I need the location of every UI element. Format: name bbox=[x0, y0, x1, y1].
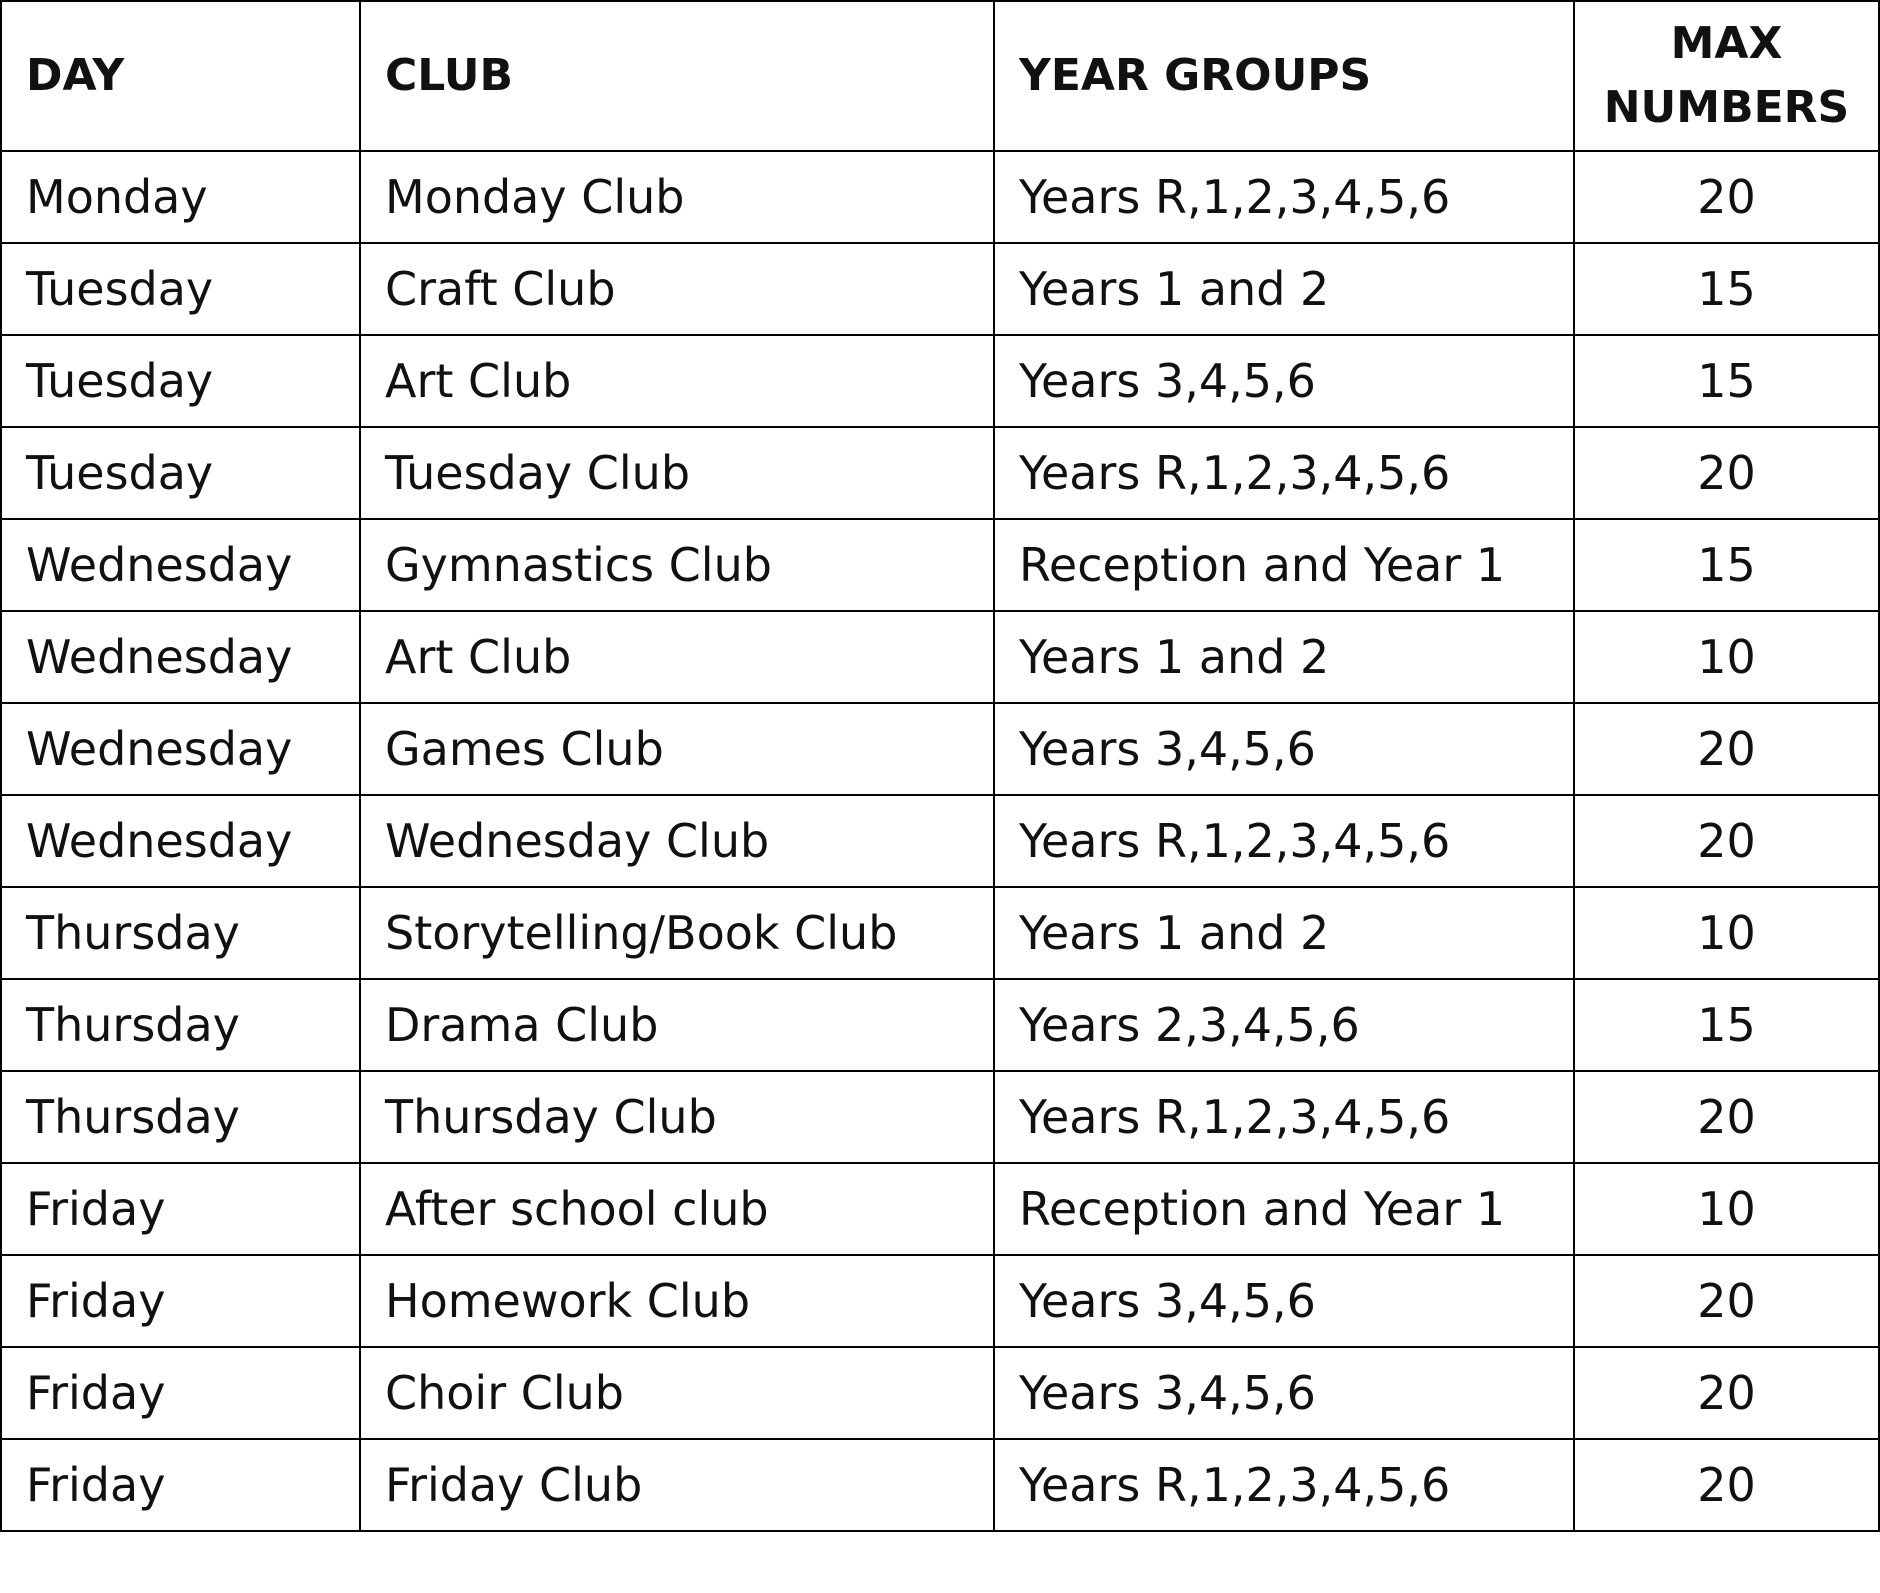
cell-year-groups: Years R,1,2,3,4,5,6 bbox=[994, 795, 1574, 887]
cell-max-numbers: 20 bbox=[1574, 1439, 1879, 1531]
cell-club: Friday Club bbox=[360, 1439, 994, 1531]
cell-day: Tuesday bbox=[1, 243, 360, 335]
cell-year-groups: Reception and Year 1 bbox=[994, 1163, 1574, 1255]
cell-year-groups: Years 1 and 2 bbox=[994, 887, 1574, 979]
cell-max-numbers: 15 bbox=[1574, 243, 1879, 335]
cell-day: Thursday bbox=[1, 979, 360, 1071]
table-row bbox=[1, 703, 1879, 795]
cell-day: Wednesday bbox=[1, 795, 360, 887]
cell-day: Friday bbox=[1, 1439, 360, 1531]
cell-max-numbers: 15 bbox=[1574, 519, 1879, 611]
cell-max-numbers: 10 bbox=[1574, 611, 1879, 703]
cell-year-groups: Reception and Year 1 bbox=[994, 519, 1574, 611]
header-club: CLUB bbox=[360, 1, 994, 151]
header-max-numbers-line2: NUMBERS bbox=[1603, 82, 1850, 133]
cell-year-groups: Years 3,4,5,6 bbox=[994, 1347, 1574, 1439]
table-row bbox=[1, 427, 1879, 519]
header-row bbox=[1, 1, 1879, 151]
cell-club: Homework Club bbox=[360, 1255, 994, 1347]
cell-max-numbers: 20 bbox=[1574, 1347, 1879, 1439]
table-header bbox=[1, 1, 1879, 151]
cell-club: Games Club bbox=[360, 703, 994, 795]
cell-day: Wednesday bbox=[1, 703, 360, 795]
table-row bbox=[1, 1347, 1879, 1439]
cell-max-numbers: 20 bbox=[1574, 151, 1879, 243]
cell-year-groups: Years 2,3,4,5,6 bbox=[994, 979, 1574, 1071]
cell-day: Wednesday bbox=[1, 519, 360, 611]
table-row bbox=[1, 1439, 1879, 1531]
cell-club: Art Club bbox=[360, 335, 994, 427]
table-row bbox=[1, 243, 1879, 335]
cell-year-groups: Years R,1,2,3,4,5,6 bbox=[994, 1439, 1574, 1531]
cell-day: Friday bbox=[1, 1163, 360, 1255]
cell-day: Monday bbox=[1, 151, 360, 243]
table-row bbox=[1, 1071, 1879, 1163]
header-year-groups: YEAR GROUPS bbox=[994, 1, 1574, 151]
cell-max-numbers: 20 bbox=[1574, 795, 1879, 887]
cell-year-groups: Years 3,4,5,6 bbox=[994, 703, 1574, 795]
cell-year-groups: Years R,1,2,3,4,5,6 bbox=[994, 151, 1574, 243]
cell-day: Wednesday bbox=[1, 611, 360, 703]
table-body bbox=[1, 151, 1879, 1531]
table-row bbox=[1, 887, 1879, 979]
cell-club: Art Club bbox=[360, 611, 994, 703]
cell-club: Wednesday Club bbox=[360, 795, 994, 887]
cell-club: Thursday Club bbox=[360, 1071, 994, 1163]
cell-club: After school club bbox=[360, 1163, 994, 1255]
table-row bbox=[1, 1255, 1879, 1347]
cell-club: Choir Club bbox=[360, 1347, 994, 1439]
cell-club: Drama Club bbox=[360, 979, 994, 1071]
table-row bbox=[1, 795, 1879, 887]
cell-day: Thursday bbox=[1, 887, 360, 979]
header-day: DAY bbox=[1, 1, 360, 151]
cell-club: Craft Club bbox=[360, 243, 994, 335]
cell-club: Monday Club bbox=[360, 151, 994, 243]
cell-day: Tuesday bbox=[1, 427, 360, 519]
table-row bbox=[1, 979, 1879, 1071]
table-row bbox=[1, 151, 1879, 243]
table-row bbox=[1, 335, 1879, 427]
table-row bbox=[1, 611, 1879, 703]
cell-day: Tuesday bbox=[1, 335, 360, 427]
cell-year-groups: Years 1 and 2 bbox=[994, 243, 1574, 335]
cell-club: Gymnastics Club bbox=[360, 519, 994, 611]
cell-max-numbers: 20 bbox=[1574, 1071, 1879, 1163]
cell-max-numbers: 20 bbox=[1574, 427, 1879, 519]
header-max-numbers bbox=[1574, 1, 1879, 151]
table-row bbox=[1, 519, 1879, 611]
cell-club: Storytelling/Book Club bbox=[360, 887, 994, 979]
cell-year-groups: Years 3,4,5,6 bbox=[994, 1255, 1574, 1347]
cell-year-groups: Years R,1,2,3,4,5,6 bbox=[994, 427, 1574, 519]
cell-day: Friday bbox=[1, 1255, 360, 1347]
cell-year-groups: Years R,1,2,3,4,5,6 bbox=[994, 1071, 1574, 1163]
cell-max-numbers: 15 bbox=[1574, 979, 1879, 1071]
cell-max-numbers: 15 bbox=[1574, 335, 1879, 427]
cell-max-numbers: 20 bbox=[1574, 703, 1879, 795]
cell-club: Tuesday Club bbox=[360, 427, 994, 519]
cell-max-numbers: 20 bbox=[1574, 1255, 1879, 1347]
cell-max-numbers: 10 bbox=[1574, 1163, 1879, 1255]
table-row bbox=[1, 1163, 1879, 1255]
cell-year-groups: Years 1 and 2 bbox=[994, 611, 1574, 703]
cell-day: Friday bbox=[1, 1347, 360, 1439]
header-max-numbers-line1: MAX bbox=[1670, 18, 1783, 69]
cell-max-numbers: 10 bbox=[1574, 887, 1879, 979]
cell-day: Thursday bbox=[1, 1071, 360, 1163]
cell-year-groups: Years 3,4,5,6 bbox=[994, 335, 1574, 427]
